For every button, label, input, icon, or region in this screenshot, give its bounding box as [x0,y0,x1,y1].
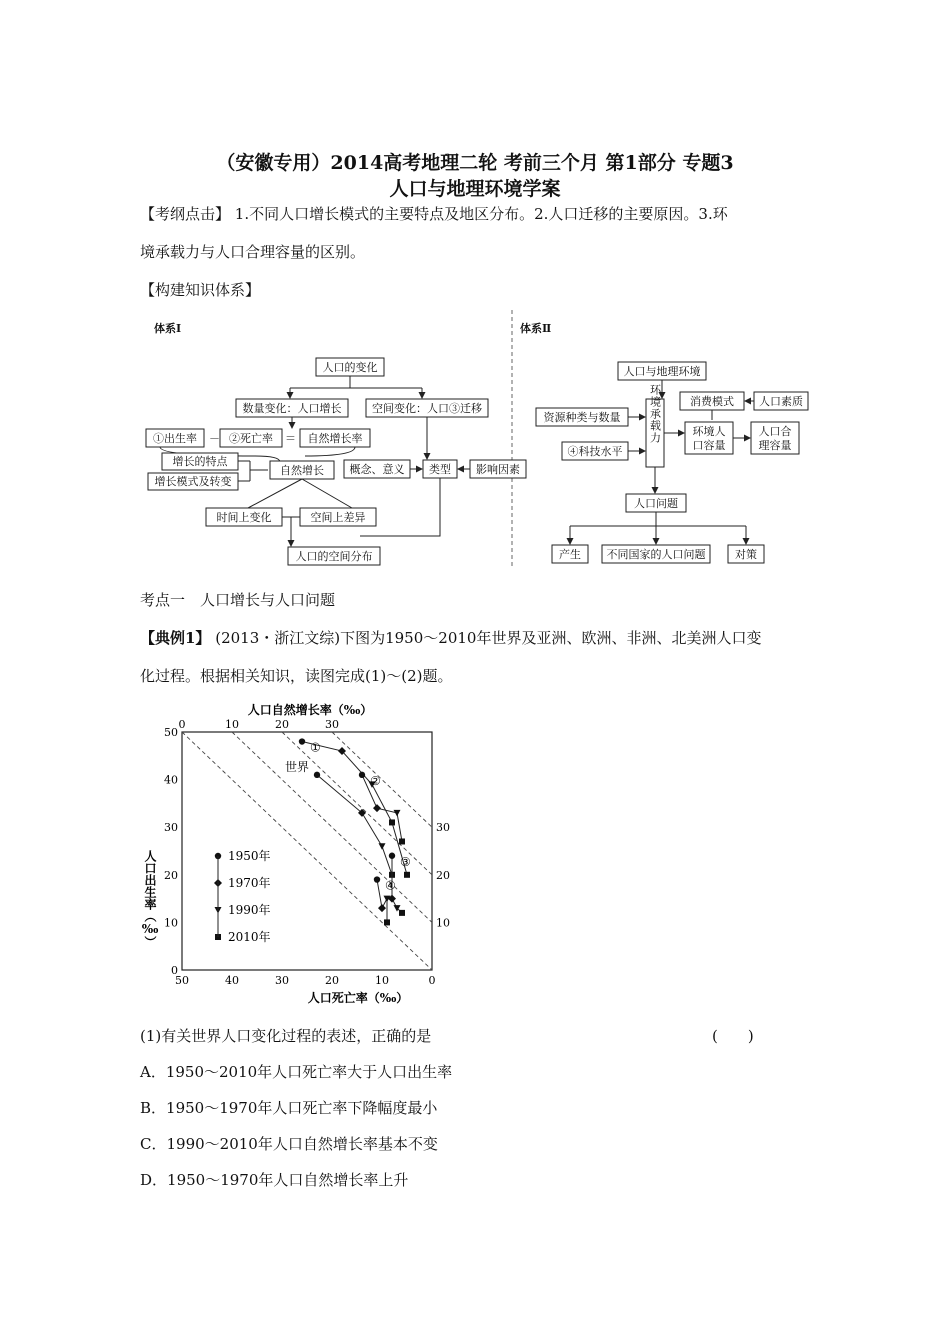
node-pop-distribution: 人口的空间分布 [295,550,373,563]
node-birth-rate: ①出生率 [153,432,197,445]
y-tick-label: 40 [164,773,178,787]
node-pop-env: 人口与地理环境 [623,365,701,378]
x-tick-label: 10 [375,974,389,987]
example-text1: (2013・浙江文综)下图为1950～2010年世界及亚洲、欧洲、非洲、北美洲人口变 [215,629,762,647]
option-b: B．1950～1970年人口死亡率下降幅度最小 [140,1099,438,1117]
node-tech: ④科技水平 [567,445,623,458]
node-death-rate: ②死亡率 [229,432,273,445]
data-point [359,772,365,778]
population-chart [140,700,460,1020]
y-tick-label: 50 [164,726,178,739]
node-problem: 人口问题 [634,497,678,510]
node-natural-growth: 自然增长 [280,464,324,477]
top-tick-label: 10 [225,718,239,731]
option-a: A．1950～2010年人口死亡率大于人口出生率 [140,1063,453,1081]
data-point [378,904,386,912]
right-tick-label: 20 [436,868,450,882]
data-point [299,738,305,744]
node-type: 类型 [429,463,451,476]
option-c: C．1990～2010年人口自然增长率基本不变 [140,1135,438,1153]
data-point [404,872,410,878]
node-consume: 消费模式 [690,395,734,408]
x-tick-label: 40 [225,974,239,987]
node-capacity-l1: 环境人 [692,425,726,438]
series-label: ② [370,773,381,788]
node-resource: 资源种类与数量 [543,411,621,424]
right-tick-label: 10 [436,916,450,930]
node-pop-change: 人口的变化 [322,361,378,374]
top-tick-label: 20 [275,718,289,731]
kaogang-label: 【考纲点击】 [140,205,231,223]
x-tick-label: 20 [325,974,339,987]
data-point [399,910,405,916]
series-line [362,775,402,842]
legend-label: 2010年 [228,930,271,944]
node-growth-feature: 增长的特点 [172,455,228,468]
node-natural-rate: 自然增长率 [307,432,363,445]
node-space-change: 空间变化：人口③迁移 [372,402,482,415]
data-point [373,804,381,812]
x-tick-label: 50 [175,974,189,987]
option-d: D．1950～1970年人口自然增长率上升 [140,1171,409,1189]
question-blank: ( ) [712,1027,754,1045]
doc-title-line2: 人口与地理环境学案 [389,178,561,200]
x-tick-label: 30 [275,974,289,987]
knowledge-system-diagram [140,310,830,570]
node-concept: 概念、意义 [349,463,405,476]
kaogang-line1 [140,204,830,224]
example-text2: 化过程。根据相关知识，读图完成(1)～(2)题。 [140,667,453,685]
y-tick-label: 10 [164,916,178,930]
right-tick-label: 30 [436,821,450,835]
top-tick-label: 30 [325,718,339,731]
series-line [317,775,392,875]
y-tick-label: 0 [171,964,178,977]
node-quality: 人口素质 [759,395,803,408]
data-point [374,876,380,882]
series-label: ④ [385,878,396,893]
x-tick-label: 0 [428,974,436,987]
data-point [379,843,386,850]
node-spatial-diff: 空间上差异 [310,511,366,524]
op-minus: － [209,432,220,445]
node-measure: 对策 [735,548,757,561]
y-tick-label: 30 [164,821,178,835]
chart-x-label: 人口死亡率（‰） [307,991,409,1005]
data-point [389,819,395,825]
section-heading: 考点一 人口增长与人口问题 [140,591,336,609]
series-label: ① [310,740,321,755]
node-factor: 影响因素 [476,463,520,476]
legend-label: 1970年 [228,876,271,890]
kaogang-text2: 境承载力与人口合理容量的区别。 [140,243,366,261]
node-produce: 产生 [559,548,581,561]
system1-title: 体系Ⅰ [154,322,182,335]
data-point [384,919,390,925]
isoline [232,732,432,922]
question-stem: (1)有关世界人口变化过程的表述，正确的是 [140,1027,432,1045]
node-reasonable-l2: 理容量 [758,439,792,452]
data-point [399,838,405,844]
kaogang-text1: 1.不同人口增长模式的主要特点及地区分布。2.人口迁移的主要原因。3.环 [234,205,728,223]
node-capacity-l2: 口容量 [692,439,726,452]
chart-y-label: 人口出生率（‰） [143,850,157,948]
y-tick-label: 20 [164,868,178,882]
top-tick-label: 0 [178,718,186,731]
example-label: 【典例1】 [140,629,211,647]
isoline [282,732,432,875]
node-qty-change: 数量变化：人口增长 [242,402,342,415]
data-point [314,772,320,778]
node-countries: 不同国家的人口问题 [606,548,706,561]
legend-label: 1990年 [228,903,271,917]
series-label: ③ [400,854,411,869]
example-line1 [140,628,830,648]
series-label: 世界 [285,759,310,774]
system2-title: 体系Ⅱ [520,322,552,335]
node-reasonable-l1: 人口合 [758,425,792,438]
op-eq: ＝ [285,432,296,445]
node-growth-mode: 增长模式及转变 [154,475,232,488]
node-carry: 环境承载力 [648,384,662,444]
data-point [394,810,401,817]
data-point [389,853,395,859]
node-time-change: 时间上变化 [216,511,272,524]
isoline [332,732,432,827]
legend-label: 1950年 [228,849,271,863]
chart-top-label: 人口自然增长率（‰） [247,703,373,717]
doc-title-line1: （安徽专用）2014高考地理二轮 考前三个月 第1部分 专题3 [216,152,734,174]
goujian-label: 【构建知识体系】 [140,281,261,299]
